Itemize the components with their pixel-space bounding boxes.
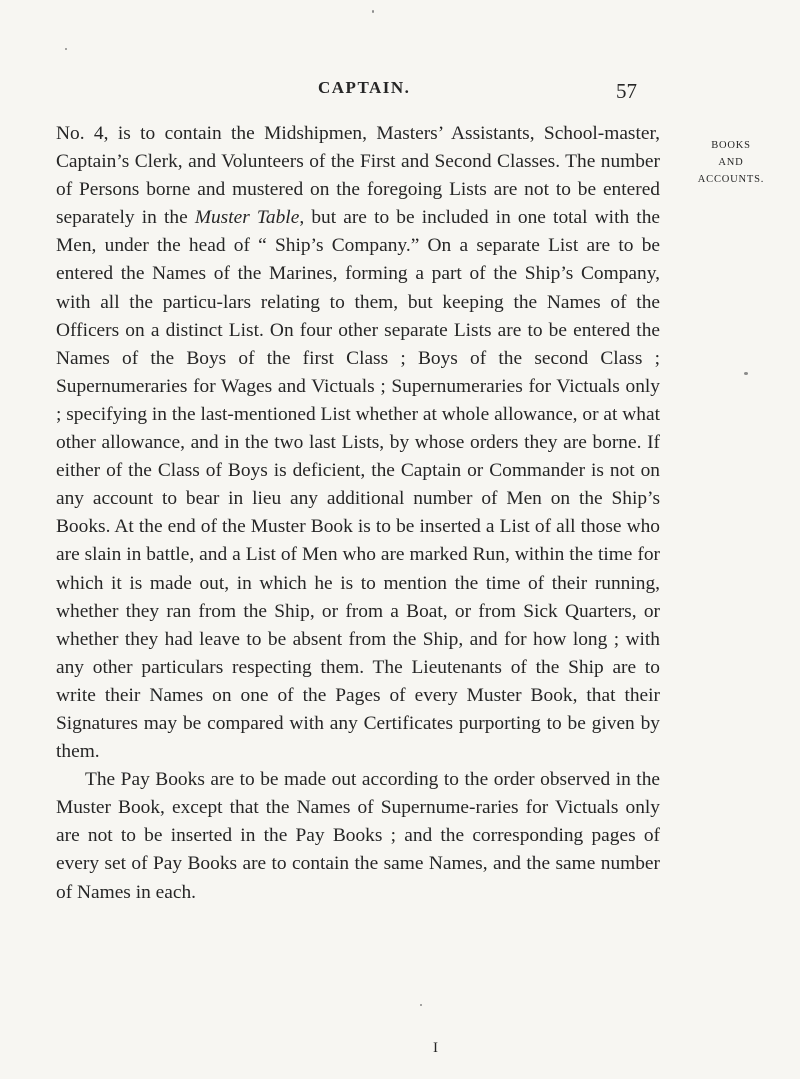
signature-mark: I — [433, 1040, 438, 1056]
paragraph-text: , but are to be included in one total with the Men, under the head of “ Ship’s Company.” On a separate List are to be entered the Names of the Marines, forming a part of the Ship’s Company, with all the particu-lars relating to them, but keeping the Names of the Officers on a distinct List. On four other separate Lists are to be entered the Names of the Boys of the first Class ; Boys of the second Class ; Supernumeraries for Wages and Victuals ; Supernumeraries for Victuals only ; specifying in the last-mentioned List whether at whole allowance, or at what other allowance, and in the two last Lists, by whose orders they are borne. If either of the Class of Boys is deficient, the Captain or Commander is not on any account to bear in lieu any additional number of Men on the Ship’s Books. At the end of the Muster Book is to be inserted a List of all those who are slain in battle, and a List of Men who are marked Run, within the time for which it is made out, in which he is to mention the time of their running, whether they ran from the Ship, or from a Boat, or from Sick Quarters, or whether they had leave to be absent from the Ship, and for how long ; with any other particulars respecting them. The Lieutenants of the Ship are to write their Names on one of the Pages of every Muster Book, that their Signatures may be compared with any Certificates purporting to be given by them. — [56, 207, 660, 763]
paragraph-1 — [56, 120, 660, 766]
margin-note-line: BOOKS — [711, 140, 751, 151]
body-text — [56, 120, 660, 907]
margin-note-line: AND — [718, 157, 744, 168]
margin-note-line: ACCOUNTS. — [697, 174, 765, 185]
scan-speck — [65, 48, 67, 50]
paragraph-text: No. 4, is to contain the Midshipmen, Masters’ Assistants, School-master, Captain’s Clerk, and Volunteers of the First and Second Classes. The number of Persons borne and mustered on the foregoing Lists are not to be entered separately in the — [56, 123, 660, 229]
scan-speck — [372, 10, 374, 13]
scan-speck — [420, 1004, 422, 1006]
paragraph-2 — [56, 766, 660, 906]
running-head — [0, 78, 800, 104]
scan-speck — [744, 372, 748, 375]
paragraph-text: The Pay Books are to be made out according to the order observed in the Muster Book, except that the Names of Supernume-raries for Victuals only are not to be inserted in the Pay Books ; and the corresponding pages of every set of Pay Books are to contain the same Names, and the same number of Names in each. — [56, 769, 660, 903]
emphasis-muster-table: Muster Table — [194, 207, 300, 229]
margin-note — [686, 137, 776, 188]
page-number: 57 — [616, 79, 637, 103]
running-title: CAPTAIN. — [318, 78, 411, 97]
